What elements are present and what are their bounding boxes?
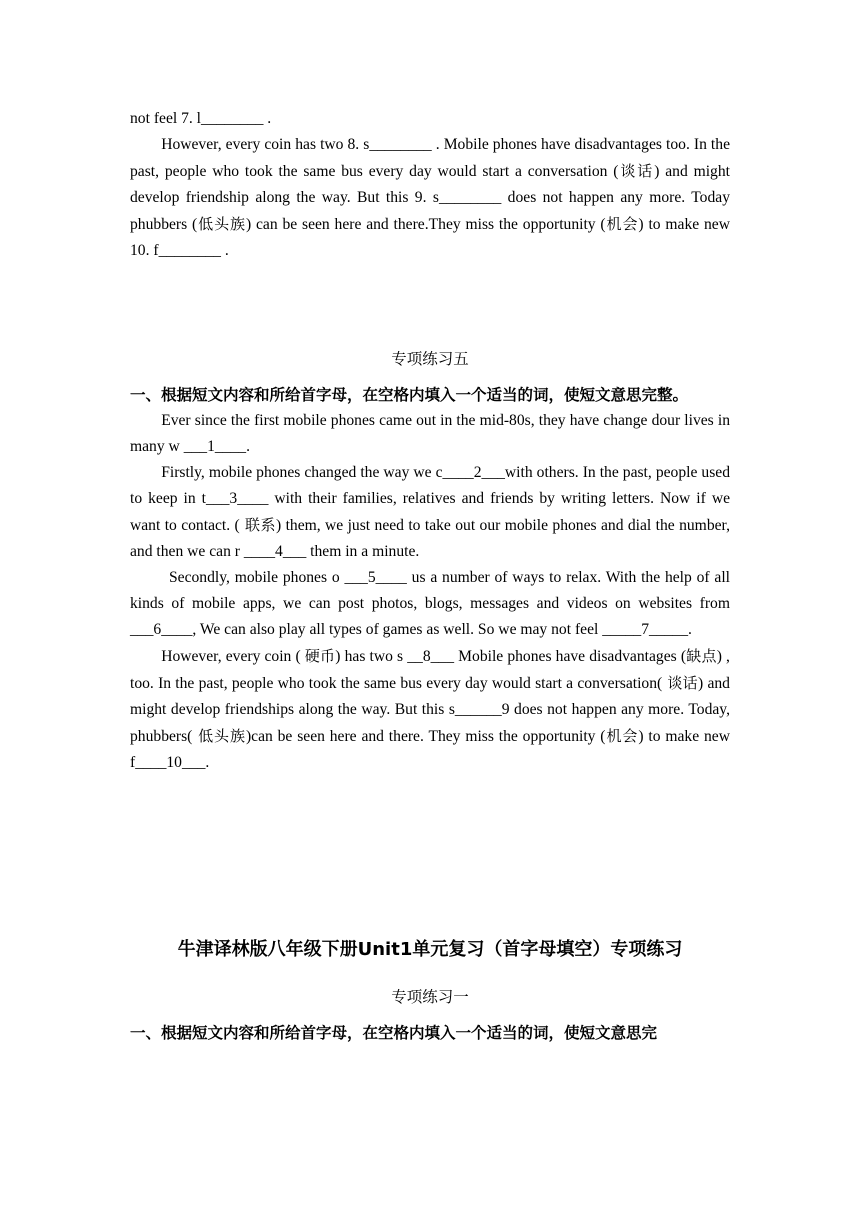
passage-paragraph-secondly: Secondly, mobile phones o ___5____ us a number of ways to relax. With the help of all kinds of mobile apps, we can post photos, blogs, messages and videos on websites from ___6____, We can also play all types of games as well. So we may not feel _____7_____. [130, 569, 730, 638]
section-title-five: 专项练习五 [391, 350, 469, 368]
section-title-one: 专项练习一 [391, 988, 469, 1006]
document-page [130, 106, 730, 1046]
passage-paragraph-firstly: Firstly, mobile phones changed the way we c____2___with others. In the past, people used to keep in t___3____ with their families, relatives and friends by writing letters. Now if we want to contact. ( 联系) them, we just need to take out our mobile phones and dial the number, and then we can r ____4___ them in a minute. [130, 464, 730, 560]
passage-line-7: not feel 7. l________ . [130, 110, 272, 127]
instruction-one: 一、根据短文内容和所给首字母，在空格内填入一个适当的词，使短文意思完 [130, 1024, 658, 1042]
passage-paragraph-intro: Ever since the first mobile phones came out in the mid-80s, they have change dour lives in many w ___1____. [130, 412, 730, 455]
passage-paragraph-disadvantages: However, every coin has two 8. s________ . Mobile phones have disadvantages too. In the past, people who took the same bus every day would start a conversation (谈话) and might develop friendship along the way. But this 9. s________ does not happen any more. Today phubbers (低头族) can be seen here and there.They miss the opportunity (机会) to make new 10. f________ . [130, 136, 730, 259]
document-title: 牛津译林版八年级下册Unit1单元复习（首字母填空）专项练习 [177, 939, 683, 960]
passage-paragraph-however: However, every coin ( 硬币) has two s __8___ Mobile phones have disadvantages (缺点) , too. In the past, people who took the same bus every day would start a conversation( 谈话) and might develop friendships along the way. But this s______9 does not happen any more. Today, phubbers( 低头族)can be seen here and there. They miss the opportunity (机会) to make new f____10___. [130, 647, 730, 771]
instruction-five: 一、根据短文内容和所给首字母，在空格内填入一个适当的词，使短文意思完整。 [130, 386, 689, 404]
